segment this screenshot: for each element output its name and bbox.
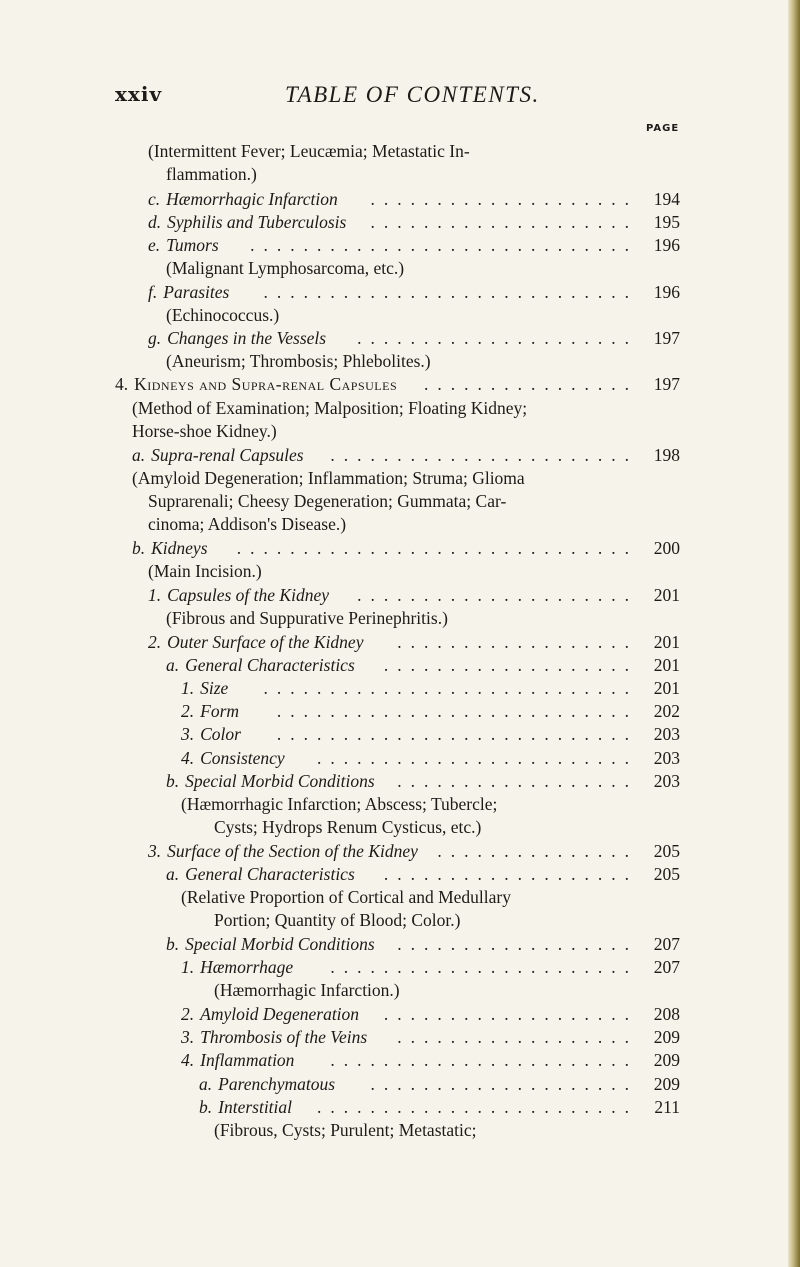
toc-page-number: 200 <box>653 538 680 558</box>
toc-entry-text: Inflammation <box>200 1050 295 1070</box>
toc-line <box>132 420 638 443</box>
dot-leader: .................... <box>370 189 638 209</box>
toc-entry-text: Portion; Quantity of Blood; Color.) <box>214 910 461 930</box>
dot-leader: ........................... <box>276 724 638 744</box>
toc-entry-label: 2. <box>148 632 162 652</box>
toc-line <box>148 140 638 163</box>
dot-leader: ............................ <box>263 678 638 698</box>
toc-entry-label: 3. <box>181 1027 195 1047</box>
toc-line[interactable] <box>148 281 638 304</box>
toc-entry-text: (Intermittent Fever; Leucæmia; Metastatic In- <box>148 141 470 161</box>
page-edge <box>788 0 800 1267</box>
toc-line[interactable] <box>166 863 638 886</box>
toc-entry-text: Kidneys and Supra-renal Capsules <box>134 374 398 394</box>
toc-entry-label: b. <box>166 771 180 791</box>
page-column-heading: PAGE <box>646 123 680 134</box>
dot-leader: ................... <box>383 1004 638 1024</box>
toc-line[interactable] <box>166 770 638 793</box>
toc-entry-text: (Echinococcus.) <box>166 305 280 325</box>
toc-entry-label: b. <box>132 538 146 558</box>
toc-entry-text: Parenchymatous <box>218 1074 336 1094</box>
dot-leader: ............................. <box>250 235 638 255</box>
toc-line[interactable] <box>199 1073 638 1096</box>
toc-entry-text: Size <box>200 678 229 698</box>
toc-line <box>166 607 638 630</box>
toc-line[interactable] <box>199 1096 638 1119</box>
toc-entry-text: (Amyloid Degeneration; Inflammation; Struma; Glioma <box>132 468 525 488</box>
toc-entry-label: a. <box>132 445 146 465</box>
toc-entry-label: 2. <box>181 701 195 721</box>
toc-entry-text: Surface of the Section of the Kidney <box>167 841 418 861</box>
toc-line <box>148 513 638 536</box>
toc-page-number: 207 <box>653 934 680 954</box>
dot-leader: ........................ <box>317 748 638 768</box>
toc-entry-text: Syphilis and Tuberculosis <box>167 212 347 232</box>
toc-line <box>214 979 638 1002</box>
page-header <box>115 82 675 110</box>
toc-line[interactable] <box>181 1003 638 1026</box>
toc-entry-text: (Main Incision.) <box>148 561 262 581</box>
toc-page-number: 196 <box>653 282 680 302</box>
toc-entry-text: Special Morbid Conditions <box>185 934 375 954</box>
toc-entry-text: Thrombosis of the Veins <box>200 1027 368 1047</box>
toc-entry-label: b. <box>199 1097 213 1117</box>
toc-entry-text: Supra-renal Capsules <box>151 445 304 465</box>
toc-page-number: 196 <box>653 235 680 255</box>
toc-page-number: 198 <box>653 445 680 465</box>
toc-entry-text: flammation.) <box>166 164 257 184</box>
toc-line[interactable] <box>181 747 638 770</box>
toc-page-number: 195 <box>653 212 680 232</box>
toc-line[interactable] <box>148 211 638 234</box>
dot-leader: ................... <box>383 864 638 884</box>
toc-page-number: 203 <box>653 748 680 768</box>
toc-page-number: 201 <box>653 655 680 675</box>
toc-line <box>132 397 638 420</box>
toc-entry-label: 4. <box>115 374 129 394</box>
toc-entry-label: a. <box>166 655 180 675</box>
toc-entry-text: Interstitial <box>218 1097 293 1117</box>
toc-entry-text: Kidneys <box>151 538 208 558</box>
toc-entry-text: General Characteristics <box>185 655 355 675</box>
dot-leader: ........................... <box>276 701 638 721</box>
toc-entry-text: Hæmorrhagic Infarction <box>166 189 338 209</box>
toc-entry-label: 1. <box>181 678 195 698</box>
toc-page-number: 208 <box>653 1004 680 1024</box>
toc-entry-label: 2. <box>181 1004 195 1024</box>
toc-line[interactable] <box>181 1026 638 1049</box>
toc-entry-text: Hæmorrhage <box>200 957 294 977</box>
dot-leader: .................. <box>397 771 638 791</box>
toc-page-number: 209 <box>653 1074 680 1094</box>
dot-leader: ..................... <box>357 328 638 348</box>
toc-line[interactable] <box>181 1049 638 1072</box>
toc-entry-text: cinoma; Addison's Disease.) <box>148 514 347 534</box>
toc-entry-label: b. <box>166 934 180 954</box>
dot-leader: ................ <box>424 374 638 394</box>
toc-page-number: 202 <box>653 701 680 721</box>
toc-line <box>181 793 638 816</box>
toc-entry-text: (Fibrous and Suppurative Perinephritis.) <box>166 608 448 628</box>
toc-entry-label: 3. <box>181 724 195 744</box>
toc-line[interactable] <box>132 444 638 467</box>
toc-entry-text: (Method of Examination; Malposition; Floating Kidney; <box>132 398 528 418</box>
toc-line[interactable] <box>115 373 638 396</box>
toc-entry-text: (Relative Proportion of Cortical and Medullary <box>181 887 511 907</box>
running-title: TABLE OF CONTENTS. <box>285 82 540 107</box>
dot-leader: ....................... <box>330 445 638 465</box>
toc-page-number: 201 <box>653 632 680 652</box>
toc-line <box>148 560 638 583</box>
toc-page-number: 209 <box>653 1027 680 1047</box>
toc-line <box>166 163 638 186</box>
page-number: xxiv <box>115 82 163 106</box>
toc-entry-text: Consistency <box>200 748 285 768</box>
toc-line[interactable] <box>148 584 638 607</box>
toc-line <box>166 350 638 373</box>
dot-leader: ................... <box>383 655 638 675</box>
toc-entry-label: 1. <box>181 957 195 977</box>
toc-entry-text: Outer Surface of the Kidney <box>167 632 364 652</box>
dot-leader: ............... <box>437 841 638 861</box>
toc-entry-text: Horse-shoe Kidney.) <box>132 421 277 441</box>
toc-page-number: 205 <box>653 841 680 861</box>
toc-page-number: 211 <box>654 1097 680 1117</box>
dot-leader: .................. <box>397 632 638 652</box>
toc-entry-text: Form <box>200 701 240 721</box>
toc-entry-label: 4. <box>181 748 195 768</box>
toc-entry-text: Cysts; Hydrops Renum Cysticus, etc.) <box>214 817 482 837</box>
toc-line[interactable] <box>148 840 638 863</box>
toc-page-number: 194 <box>653 189 680 209</box>
toc-page-number: 203 <box>653 724 680 744</box>
dot-leader: .................... <box>370 212 638 232</box>
dot-leader: ............................ <box>263 282 638 302</box>
toc-page-number: 205 <box>653 864 680 884</box>
toc-line[interactable] <box>181 700 638 723</box>
toc-entry-label: f. <box>148 282 158 302</box>
toc-line <box>148 490 638 513</box>
toc-line <box>214 909 638 932</box>
dot-leader: ....................... <box>330 957 638 977</box>
dot-leader: .................. <box>397 934 638 954</box>
dot-leader: .............................. <box>236 538 638 558</box>
toc-entry-label: a. <box>199 1074 213 1094</box>
dot-leader: .................... <box>370 1074 638 1094</box>
toc-page-number: 197 <box>653 328 680 348</box>
dot-leader: ........................ <box>317 1097 638 1117</box>
toc-line[interactable] <box>148 234 638 257</box>
toc-entry-text: (Hæmorrhagic Infarction.) <box>214 980 400 1000</box>
toc-page-number: 209 <box>653 1050 680 1070</box>
toc-line <box>181 886 638 909</box>
toc-page-number: 203 <box>653 771 680 791</box>
toc-entry-label: 4. <box>181 1050 195 1070</box>
toc-page-number: 201 <box>653 585 680 605</box>
toc-line[interactable] <box>166 654 638 677</box>
toc-entry-label: d. <box>148 212 162 232</box>
toc-entry-text: (Aneurism; Thrombosis; Phlebolites.) <box>166 351 431 371</box>
toc-entry-text: Color <box>200 724 241 744</box>
toc-line[interactable] <box>181 723 638 746</box>
toc-line <box>132 467 638 490</box>
toc-entry-text: Parasites <box>163 282 230 302</box>
toc-line[interactable] <box>181 677 638 700</box>
toc-line <box>166 257 638 280</box>
toc-entry-text: Tumors <box>166 235 219 255</box>
toc-entry-label: 1. <box>148 585 162 605</box>
toc-line <box>214 816 638 839</box>
toc-entry-label: 3. <box>148 841 162 861</box>
toc-line <box>166 304 638 327</box>
toc-entry-text: General Characteristics <box>185 864 355 884</box>
toc-line[interactable] <box>181 956 638 979</box>
dot-leader: ..................... <box>357 585 638 605</box>
toc-entry-label: a. <box>166 864 180 884</box>
dot-leader: ....................... <box>330 1050 638 1070</box>
toc-line[interactable] <box>132 537 638 560</box>
toc-entry-text: Special Morbid Conditions <box>185 771 375 791</box>
toc-entry-label: g. <box>148 328 162 348</box>
toc-line <box>214 1119 638 1142</box>
toc-line[interactable] <box>148 188 638 211</box>
toc-line[interactable] <box>166 933 638 956</box>
toc-entry-text: Capsules of the Kidney <box>167 585 329 605</box>
toc-line[interactable] <box>148 327 638 350</box>
toc-page-number: 207 <box>653 957 680 977</box>
toc-entry-text: (Malignant Lymphosarcoma, etc.) <box>166 258 405 278</box>
toc-entry-text: (Fibrous, Cysts; Purulent; Metastatic; <box>214 1120 477 1140</box>
dot-leader: .................. <box>397 1027 638 1047</box>
toc-entry-text: Changes in the Vessels <box>167 328 327 348</box>
toc-entry-text: Suprarenali; Cheesy Degeneration; Gummata; Car- <box>148 491 507 511</box>
toc-entry-text: Amyloid Degeneration <box>200 1004 360 1024</box>
toc-page-number: 201 <box>653 678 680 698</box>
toc-entry-label: c. <box>148 189 161 209</box>
toc-entry-text: (Hæmorrhagic Infarction; Abscess; Tubercle; <box>181 794 498 814</box>
toc-line[interactable] <box>148 631 638 654</box>
toc-page-number: 197 <box>653 374 680 394</box>
toc-entry-label: e. <box>148 235 161 255</box>
